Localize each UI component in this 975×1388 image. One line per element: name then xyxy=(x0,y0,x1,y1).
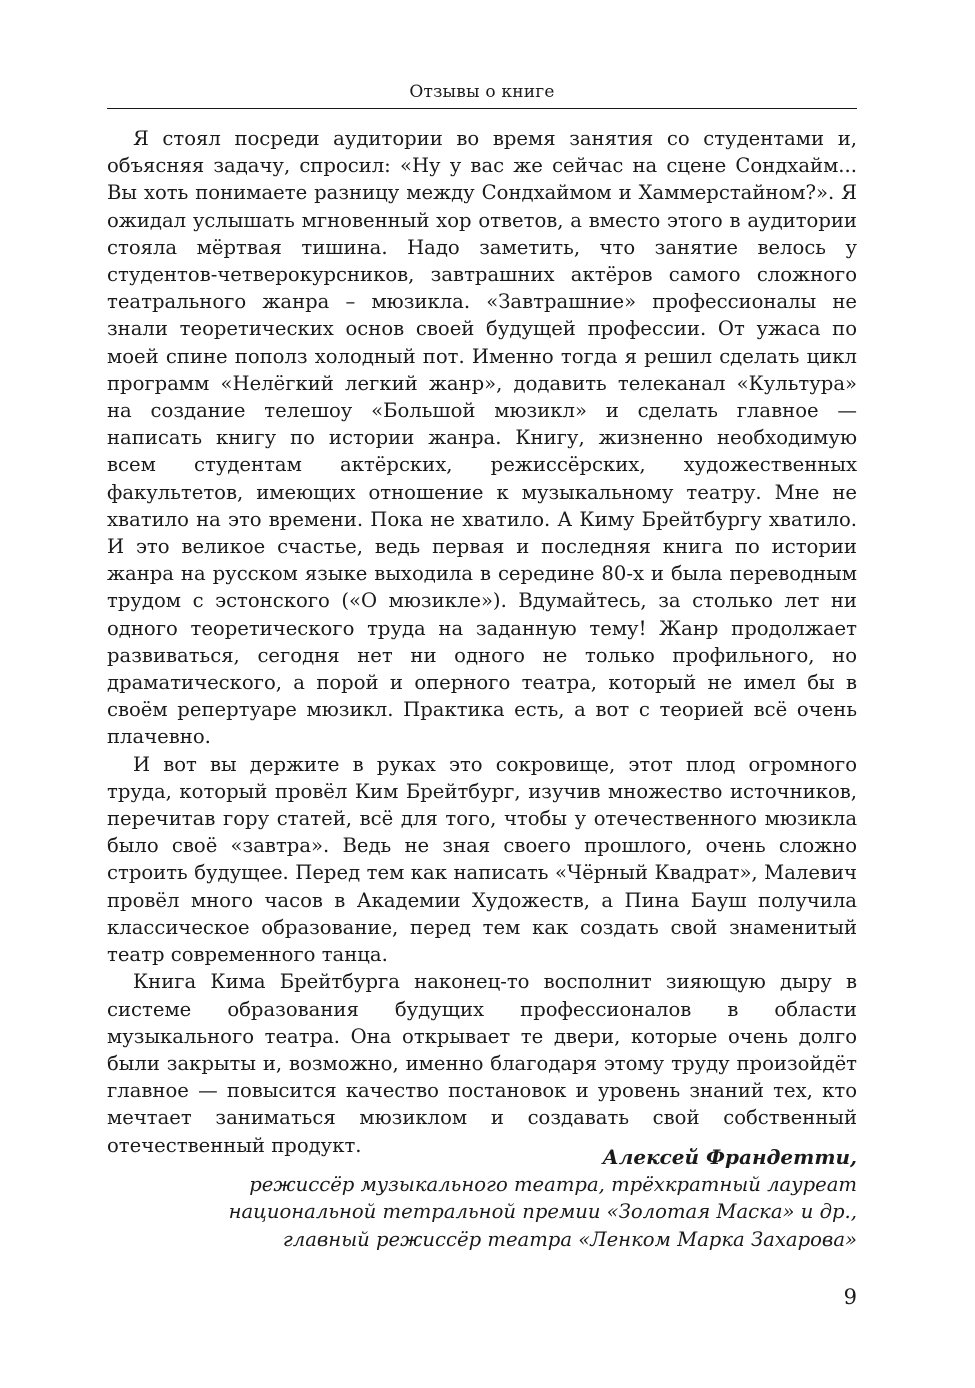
running-header xyxy=(107,82,857,109)
signature-role-line-3: главный режиссёр театра «Ленком Марка Захарова» xyxy=(282,1227,857,1251)
signature-block xyxy=(107,1143,857,1253)
signature-role-line-2: национальной тетральной премии «Золотая Маска» и др., xyxy=(228,1200,857,1224)
signature-author: Алексей Франдетти, xyxy=(602,1145,857,1169)
page-number: 9 xyxy=(843,1285,857,1309)
paragraph-3: Книга Кима Брейтбурга наконец-то восполнит зияющую дыру в системе образования будущих профессионалов в области музыкального театра. Она открывает те двери, которые очень долго были закрыты и, возможно, именно благодаря этому труду произойдёт главное — повысится качество постановок и уровень знаний тех, кто мечтает заниматься мюзиклом и создавать свой собственный отечественный продукт. xyxy=(107,970,857,1157)
article-body xyxy=(107,125,857,1159)
paragraph-1: Я стоял посреди аудитории во время занятия со студентами и, объясняя задачу, спросил: «Ну у вас же сейчас на сцене Сондхайм... Вы хоть понимаете разницу между Сондхаймом и Хаммерстайном?». Я ожидал услышать мгновенный хор ответов, а вместо этого в аудитории стояла мёртвая тишина. Надо заметить, что занятие велось у студентов-четверокурсников, завтрашних актёров самого сложного театрального жанра – мюзикла. «Завтрашние» профессионалы не знали теоретических основ своей будущей профессии. От ужаса по моей спине пополз холодный пот. Именно тогда я решил сделать цикл программ «Нелёгкий легкий жанр», додавить телеканал «Культура» на создание телешоу «Большой мюзикл» и сделать главное — написать книгу по истории жанра. Книгу, жизненно необходимую всем студентам актёрских, режиссёрских, художественных факультетов, имеющих отношение к музыкальному театру. Мне не хватило на это времени. Пока не хватило. А Киму Брейтбургу хватило. И это великое счастье, ведь первая и последняя книга по истории жанра на русском языке выходила в середине 80-х и была переводным трудом с эстонского («О мюзикле»). Вдумайтесь, за столько лет ни одного теоретического труда на заданную тему! Жанр продолжает развиваться, сегодня нет ни одного не только профильного, но драматического, а порой и оперного театра, который не имел бы в своём репертуаре мюзикл. Практика есть, а вот с теорией всё очень плачевно. xyxy=(107,127,857,749)
signature-role-line-1: режиссёр музыкального театра, трёхкратный лауреат xyxy=(249,1173,857,1196)
paragraph-2: И вот вы держите в руках это сокровище, этот плод огромного труда, который провёл Ким Брейтбург, изучив множество источников, перечитав гору статей, всё для того, чтобы у отечественного мюзикла было своё «завтра». Ведь не зная своего прошлого, очень сложно строить будущее. Перед тем как написать «Чёрный Квадрат», Малевич провёл много часов в Академии Художеств, а Пина Бауш получила классическое образование, перед тем как создать свой знаменитый театр современного танца. xyxy=(107,752,857,967)
running-title: Отзывы о книге xyxy=(409,82,555,102)
